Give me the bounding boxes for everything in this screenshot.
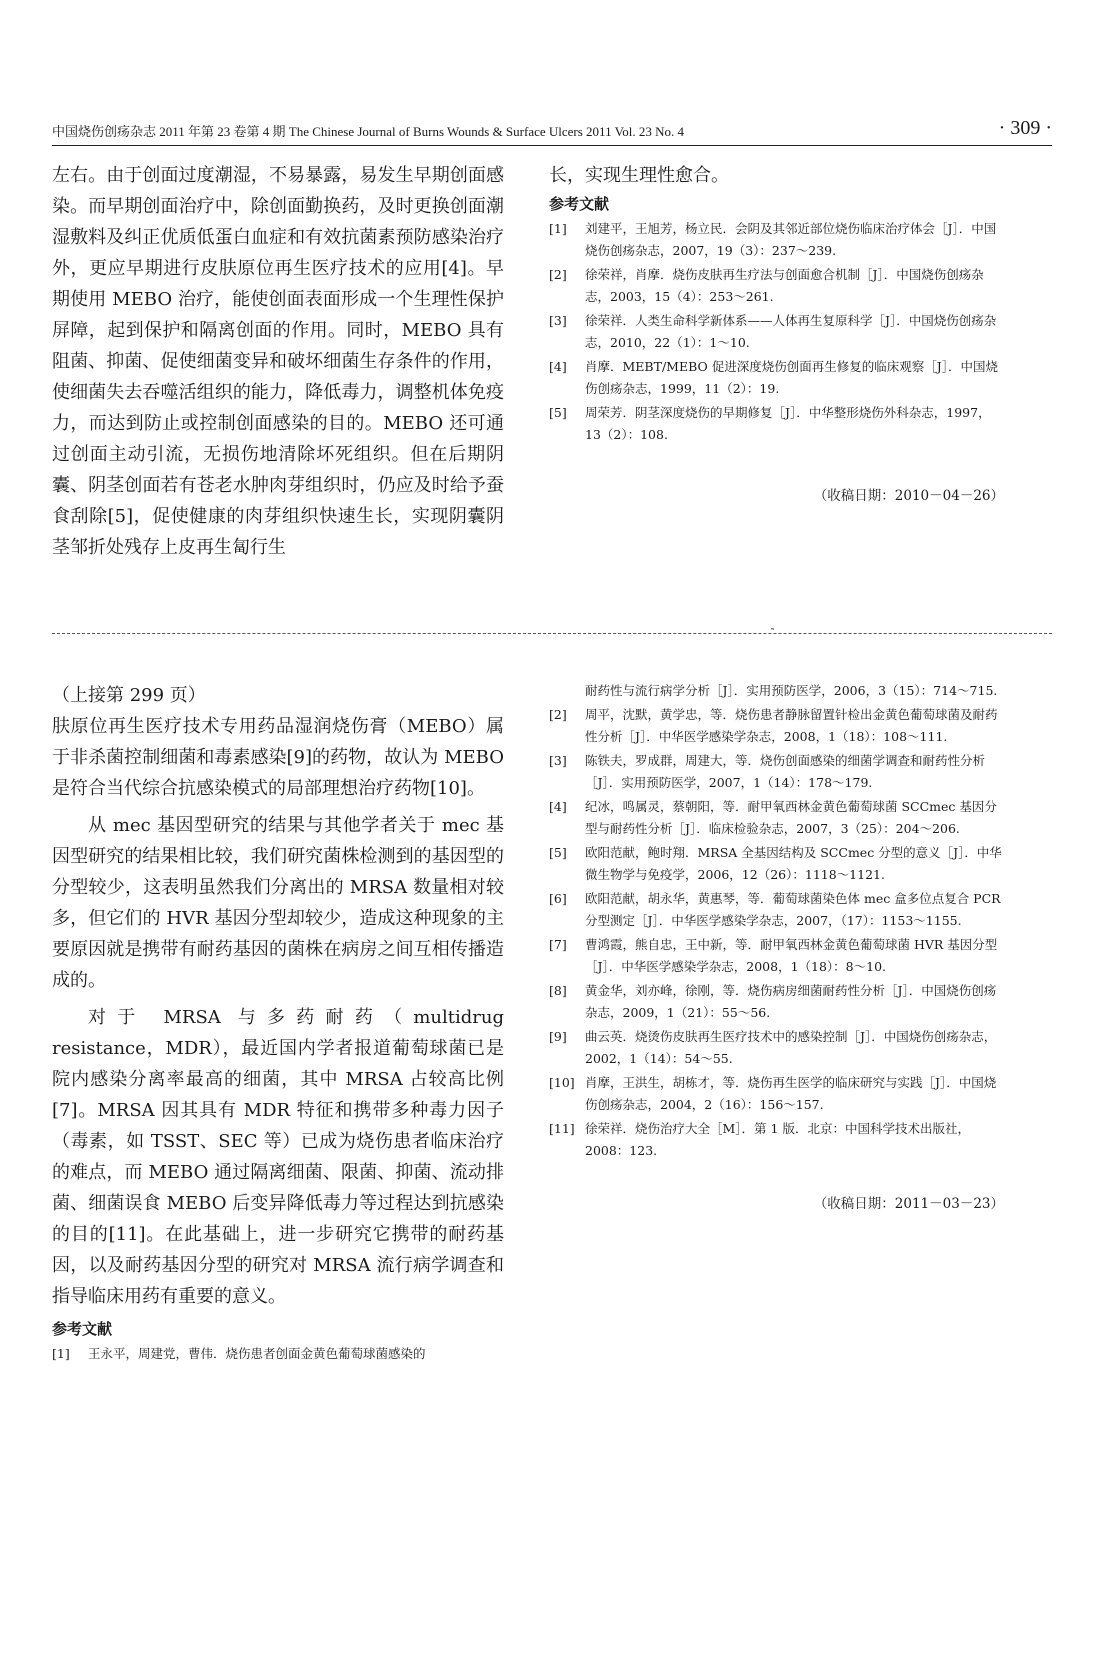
reference-number: [5]	[549, 405, 567, 420]
reference-item	[549, 842, 1004, 886]
bottom-body	[52, 711, 504, 1312]
continued-from-label: （上接第 299 页）	[52, 685, 206, 706]
reference-text: 徐荣祥，肖摩．烧伤皮肤再生疗法与创面愈合机制［J］．中国烧伤创疡杂志，2003，15（4）：253～261.	[585, 267, 984, 304]
reference-number: [4]	[549, 799, 567, 814]
top-left-column	[52, 160, 504, 563]
page-number: · 309 ·	[998, 117, 1052, 139]
bottom-received-date: （收稿日期：2011－03－23）	[813, 1196, 1004, 1212]
top-right-column	[549, 160, 1004, 504]
reference-item	[549, 980, 1004, 1024]
reference-number: [1]	[52, 1346, 70, 1361]
reference-number: [2]	[549, 267, 567, 282]
reference-number: [9]	[549, 1029, 567, 1044]
running-header	[52, 117, 1052, 146]
bottom-paragraph-2: 从 mec 基因型研究的结果与其他学者关于 mec 基因型研究的结果相比较，我们研究菌株检测到的基因型的分型较少，这表明虽然我们分离出的 MRSA 数量相对较多，但它们的 HVR 基因分型却较少，造成这种现象的主要原因就是携带有耐药基因的菌株在病房之间互相传播造成的。	[52, 815, 504, 991]
reference-text: 肖摩．MEBT/MEBO 促进深度烧伤创面再生修复的临床观察［J］．中国烧伤创疡杂志，1999，11（2）：19.	[585, 359, 998, 396]
reference-number: [1]	[549, 221, 567, 236]
reference-item	[549, 1072, 1004, 1116]
reference-number: [6]	[549, 891, 567, 906]
reference-number: [10]	[549, 1075, 575, 1090]
reference-number: [8]	[549, 983, 567, 998]
reference-item	[549, 1026, 1004, 1070]
reference-text: 周平，沈默，黄学忠，等．烧伤患者静脉留置针检出金黄色葡萄球菌及耐药性分析［J］．中华医学感染学杂志，2008，1（18）：108～111.	[585, 707, 998, 744]
top-body-paragraph: 左右。由于创面过度潮湿，不易暴露，易发生早期创面感染。而早期创面治疗中，除创面勤换药，及时更换创面潮湿敷料及纠正优质低蛋白血症和有效抗菌素预防感染治疗外，更应早期进行皮肤原位再生医疗技术的应用[4]。早期使用 MEBO 治疗，能使创面表面形成一个生理性保护屏障，起到保护和隔离创面的作用。同时，MEBO 具有阻菌、抑菌、促使细菌变异和破坏细菌生存条件的作用，使细菌失去吞噬活组织的能力，降低毒力，调整机体免疫力，而达到防止或控制创面感染的目的。MEBO 还可通过创面主动引流，无损伤地清除坏死组织。但在后期阴囊、阴茎创面若有苍老水肿肉芽组织时，仍应及时给予蚕食刮除[5]，促使健康的肉芽组织快速生长，实现阴囊阴茎邹折处残存上皮再生匐行生	[52, 165, 504, 558]
reference-text: 曹鸿霞，熊自忠，王中新，等．耐甲氧西林金黄色葡萄球菌 HVR 基因分型［J］．中华医学感染学杂志，2008，1（18）：8～10.	[585, 937, 998, 974]
reference-text: 耐药性与流行病学分析［J］．实用预防医学，2006，3（15）：714～715.	[585, 683, 998, 698]
reference-item	[549, 704, 1004, 748]
reference-text: 肖摩，王洪生，胡栋才，等．烧伤再生医学的临床研究与实践［J］．中国烧伤创疡杂志，2004，2（16）：156～157.	[585, 1075, 997, 1112]
reference-text: 欧阳范献，鲍时翔．MRSA 全基因结构及 SCCmec 分型的意义［J］．中华微生物学与免疫学，2006，12（26）：1118～1121.	[585, 845, 1002, 882]
bottom-right-column	[549, 680, 1004, 1212]
bottom-paragraph-3: 对于 MRSA 与多药耐药（multidrug resistance，MDR），最近国内学者报道葡萄球菌已是院内感染分离率最高的细菌，其中 MRSA 占较高比例[7]。MRSA 因其具有 MDR 特征和携带多种毒力因子（毒素，如 TSST、SEC 等）已成为烧伤患者临床治疗的难点，而 MEBO 通过隔离细菌、限菌、抑菌、流动排菌、细菌误食 MEBO 后变异降低毒力等过程达到抗感染的目的[11]。在此基础上，进一步研究它携带的耐药基因，以及耐药基因分型的研究对 MRSA 流行病学调查和指导临床用药有重要的意义。	[52, 1007, 504, 1307]
reference-item-continued	[549, 680, 1004, 702]
bottom-references-heading: 参考文献	[52, 1320, 113, 1338]
section-divider	[52, 628, 1052, 639]
divider-mark: ˜	[770, 628, 775, 639]
reference-item	[549, 264, 1004, 308]
reference-text: 曲云英．烧烫伤皮肤再生医疗技术中的感染控制［J］．中国烧伤创疡杂志，2002，1（14）：54～55.	[585, 1029, 997, 1066]
top-reference-list	[549, 218, 1004, 446]
reference-number: [3]	[549, 313, 567, 328]
reference-text: 陈铁夫，罗成群，周建大，等．烧伤创面感染的细菌学调查和耐药性分析［J］．实用预防医学，2007，1（14）：178～179.	[585, 753, 986, 790]
journal-running-head: 中国烧伤创疡杂志 2011 年第 23 卷第 4 期 The Chinese Journal of Burns Wounds & Surface Ulcers 2011 Vol. 23 No. 4	[52, 124, 685, 139]
reference-item	[549, 356, 1004, 400]
reference-number: [7]	[549, 937, 567, 952]
bottom-reference-list	[549, 680, 1004, 1162]
reference-item	[549, 750, 1004, 794]
reference-number: [3]	[549, 753, 567, 768]
reference-text: 纪冰，鸣属灵，蔡朝阳，等．耐甲氧西林金黄色葡萄球菌 SCCmec 基因分型与耐药性分析［J］．临床检验杂志，2007，3（25）：204～206.	[585, 799, 997, 836]
reference-item	[549, 888, 1004, 932]
reference-item	[549, 796, 1004, 840]
reference-text: 欧阳范献，胡永华，黄惠琴，等．葡萄球菌染色体 mec 盒多位点复合 PCR 分型测定［J］．中华医学感染学杂志，2007，（17）：1153～1155.	[585, 891, 1001, 928]
reference-number: [2]	[549, 707, 567, 722]
reference-text: 徐荣祥．人类生命科学新体系——人体再生复原科学［J］．中国烧伤创疡杂志，2010，22（1）：1～10.	[585, 313, 997, 350]
reference-text: 徐荣祥．烧伤治疗大全［M］．第 1 版．北京：中国科学技术出版社，2008：123.	[585, 1121, 970, 1158]
reference-number: [4]	[549, 359, 567, 374]
reference-number: [11]	[549, 1121, 575, 1136]
reference-item	[549, 934, 1004, 978]
bottom-left-column	[52, 680, 504, 1367]
reference-text: 刘建平，王旭芳，杨立民．会阴及其邻近部位烧伤临床治疗体会［J］．中国烧伤创疡杂志，2007，19（3）：237～239.	[585, 221, 997, 258]
top-continuation-text: 长，实现生理性愈合。	[549, 165, 729, 186]
reference-number: [5]	[549, 845, 567, 860]
reference-item	[52, 1343, 504, 1365]
reference-item	[549, 310, 1004, 354]
top-references-heading: 参考文献	[549, 195, 610, 213]
reference-item	[549, 1118, 1004, 1162]
top-received-date: （收稿日期：2010－04－26）	[813, 488, 1004, 504]
bottom-paragraph-1: 肤原位再生医疗技术专用药品湿润烧伤膏（MEBO）属于非杀菌控制细菌和毒素感染[9]的药物，故认为 MEBO 是符合当代综合抗感染模式的局部理想治疗药物[10]。	[52, 716, 504, 799]
reference-text: 王永平，周建党，曹伟．烧伤患者创面金黄色葡萄球菌感染的	[88, 1346, 426, 1361]
reference-item	[549, 402, 1004, 446]
reference-item	[549, 218, 1004, 262]
reference-text: 周荣芳．阴茎深度烧伤的早期修复［J］．中华整形烧伤外科杂志，1997，13（2）：108.	[585, 405, 991, 442]
bottom-reference-first	[52, 1343, 504, 1365]
reference-text: 黄金华，刘亦峰，徐刚，等．烧伤病房细菌耐药性分析［J］．中国烧伤创疡杂志，2009，1（21）：55～56.	[585, 983, 997, 1020]
